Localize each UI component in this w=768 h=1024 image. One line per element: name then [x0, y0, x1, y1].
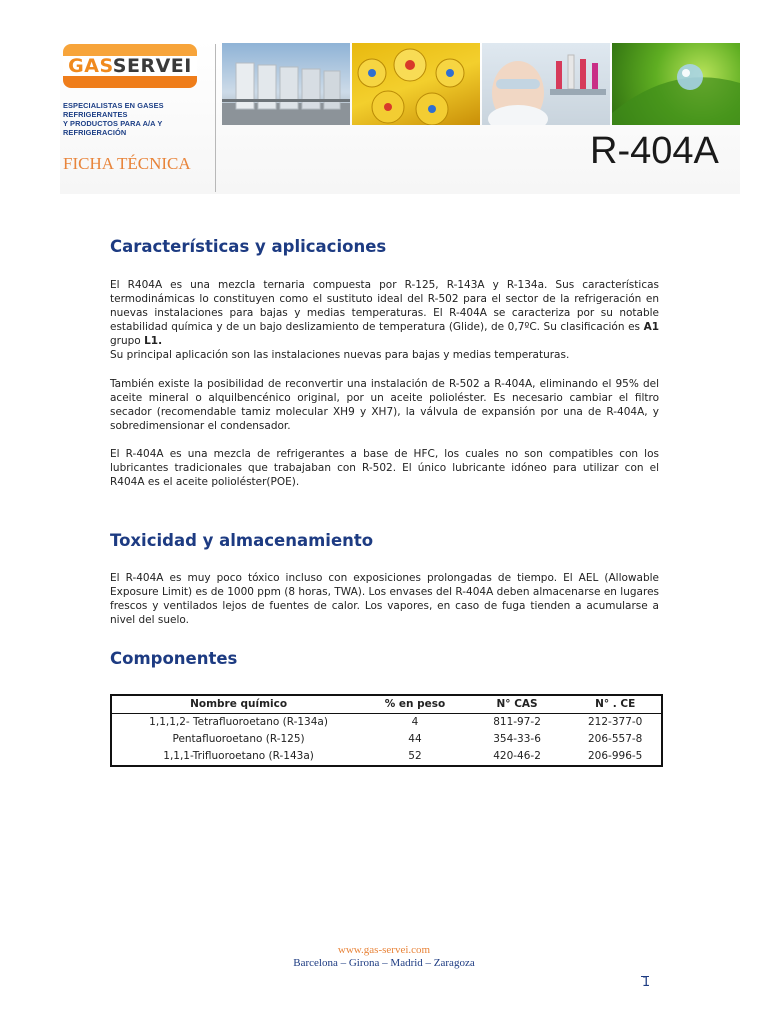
logo-gas: GAS [68, 55, 113, 77]
paragraph-caracteristicas-3: También existe la posibilidad de reconvertir una instalación de R-502 a R-404A, eliminando el 95% del aceite mineral o alquilbencénico original, por un aceite polioléster. Es necesario cambiar el filtro secador (recomendable tamiz molecular XH9 y XH7), la válvula de expansión por una de R-404A, y sobredimensionar el condensador. [110, 378, 659, 432]
logo-text [65, 56, 195, 76]
gasservei-logo [63, 44, 197, 88]
cell-cas: 811-97-2 [493, 716, 541, 728]
document-type: FICHA TÉCNICA [63, 154, 191, 173]
cell-peso: 4 [411, 716, 419, 728]
table-row [111, 714, 662, 732]
section-title-caracteristicas: Características y aplicaciones [110, 237, 387, 256]
product-code: R-404A [590, 130, 719, 172]
group-word: grupo [110, 335, 145, 347]
header-divider [215, 44, 216, 192]
cell-nombre: Pentafluoroetano (R-125) [172, 733, 305, 745]
photo-laboratory [482, 43, 610, 125]
cell-ce: 212-377-0 [588, 716, 643, 728]
laboratory-image [482, 43, 610, 125]
gas-cylinders-image [352, 43, 480, 125]
cell-nombre: 1,1,1-Trifluoroetano (R-143a) [163, 750, 314, 762]
footer-website[interactable]: www.gas-servei.com [337, 944, 431, 956]
tagline [63, 101, 208, 137]
classification-value: A1 [643, 321, 659, 333]
tagline-line-1: ESPECIALISTAS EN GASES REFRIGERANTES [63, 101, 164, 119]
storage-tanks-image [222, 43, 350, 125]
header-porcentaje-peso: % en peso [365, 695, 465, 714]
section-title-componentes: Componentes [110, 649, 238, 668]
table-header-row [111, 695, 662, 714]
photo-green-leaf [612, 43, 740, 125]
photo-storage-tanks [222, 43, 350, 125]
cell-peso: 52 [408, 750, 422, 762]
cell-nombre: 1,1,1,2- Tetrafluoroetano (R-134a) [149, 716, 328, 728]
table-row [111, 748, 662, 766]
paragraph-caracteristicas-2: Su principal aplicación son las instalaciones nuevas para bajas y medias temperaturas. [110, 349, 570, 361]
components-table [110, 694, 663, 767]
page-number: 1 [641, 975, 651, 990]
cell-cas: 354-33-6 [493, 733, 541, 745]
photo-gas-cylinders [352, 43, 480, 125]
header-ce: N° . CE [569, 695, 662, 714]
section-title-toxicidad: Toxicidad y almacenamiento [110, 531, 374, 550]
header-nombre-quimico: Nombre químico [111, 695, 365, 714]
paragraph-caracteristicas-4: El R-404A es una mezcla de refrigerantes a base de HFC, los cuales no son compatibles con los lubricantes tradicionales que trabajaban con R-502. El único lubricante idóneo para utilizar con el R404A es el aceite polioléster(POE). [110, 448, 659, 488]
green-leaf-image [612, 43, 740, 125]
cell-cas: 420-46-2 [493, 750, 541, 762]
footer-cities: Barcelona – Girona – Madrid – Zaragoza [293, 957, 475, 969]
tagline-line-2: Y PRODUCTOS PARA A/A Y REFRIGERACIÓN [63, 119, 163, 137]
paragraph-caracteristicas-1 [110, 278, 659, 348]
group-value: L1. [144, 335, 163, 347]
paragraph-toxicidad-1: El R-404A es muy poco tóxico incluso con exposiciones prolongadas de tiempo. El AEL (Allowable Exposure Limit) es de 1000 ppm (8 horas, TWA). Los envases del R-404A deben almacenarse en lugares frescos y ventilados lejos de fuentes de calor. Los vapores, en caso de fuga tienden a acumularse a nivel del suelo. [110, 572, 659, 626]
table-row [111, 731, 662, 748]
logo-servei: SERVEI [112, 55, 192, 77]
cell-ce: 206-557-8 [588, 733, 643, 745]
paragraph-text: El R404A es una mezcla ternaria compuesta por R-125, R-143A y R-134a. Sus características termodinámicas lo constituyen como el sustituto ideal del R-502 para el sector de la refrigeración en nuevas instalaciones para bajas y medias temperaturas. El R-404A se caracteriza por su notable estabilidad química y de un bajo deslizamiento de temperatura (Glide), de 0,7ºC. Su clasificación es [110, 279, 659, 333]
header-cas: N° CAS [465, 695, 570, 714]
cell-peso: 44 [408, 733, 422, 745]
cell-ce: 206-996-5 [588, 750, 643, 762]
